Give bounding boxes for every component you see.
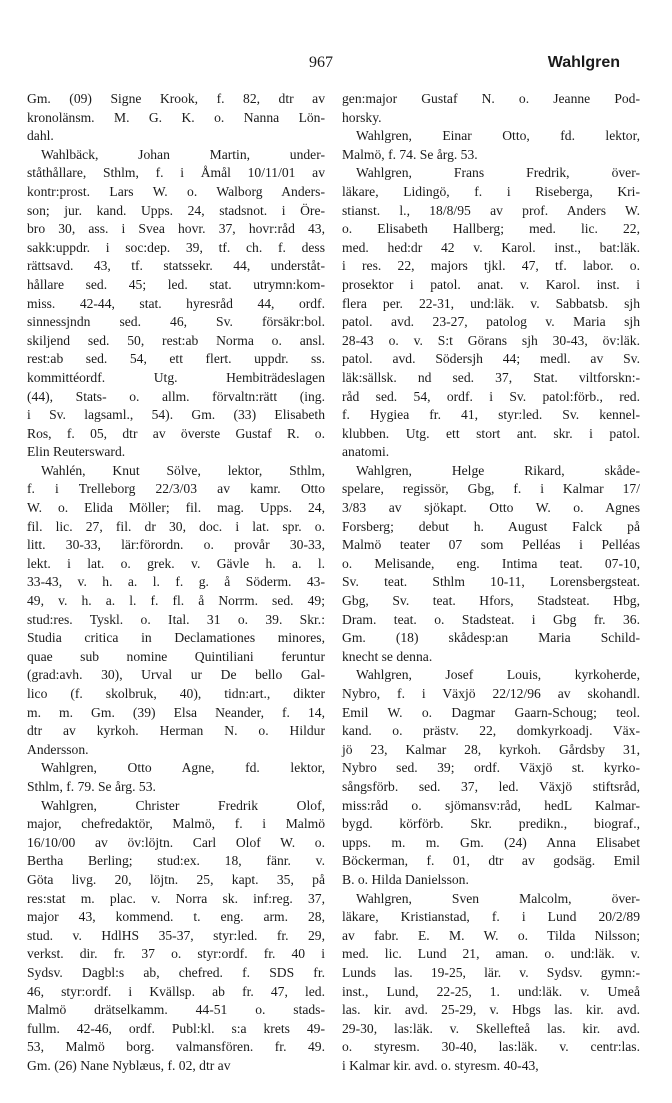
biography-entry	[342, 127, 640, 164]
text-line: Nybro, f. i Växjö 22/12/96 av skohandl.	[342, 686, 640, 701]
text-line: fullm. 42-46, ordf. Publ:kl. s:a krets 49-	[27, 1020, 325, 1036]
text-line: prosektor i patol. anat. v. Karol. inst. i	[342, 276, 640, 292]
text-line: quae sub nomine Quintiliani feruntur	[27, 648, 325, 664]
text-line: Nybro sed. 39; ordf. Växjö st. kyrko-	[342, 760, 640, 776]
text-line: (grad:avh. 30), Urval ur De bello Gal-	[27, 667, 325, 683]
text-line: lekt. i lat. o. grek. v. Gävle h. a. l.	[27, 555, 325, 571]
text-line: Gm. (18) skådesp:an Maria Schild-	[342, 630, 640, 646]
text-line: Gbg, Sv. teat. Hfors, Stadsteat. Hbg,	[342, 593, 640, 609]
text-line: litt. 30-33, lär:förordn. o. provår 30-33,	[27, 537, 325, 553]
text-line: B. o. Hilda Danielsson.	[342, 871, 469, 887]
text-line: 49, v. h. a. l. f. fl. å Norrm. sed. 49;	[27, 593, 325, 609]
text-line: Studia critica in Declamationes minores,	[27, 630, 325, 646]
text-line: läkare, Lidingö, f. i Riseberga, Kri-	[342, 183, 640, 199]
text-line: i Kalmar kir. avd. o. styresm. 40-43,	[342, 1057, 539, 1073]
text-line: gen:major Gustaf N. o. Jeanne Pod-	[342, 91, 640, 106]
biography-entry	[342, 890, 640, 1076]
biography-entry	[27, 797, 325, 1076]
text-line: las. kir. avd. 25-29, v. Hbgs las. kir. avd.	[342, 1002, 640, 1018]
text-line: major, chefredaktör, Malmö, f. i Malmö	[27, 816, 325, 832]
biography-entry	[27, 759, 325, 796]
text-line: hållare sed. 45; led. stat. utrymn:kom-	[27, 276, 325, 292]
text-line: res:stat m. plac. v. Norra sk. inf:reg. 37,	[27, 890, 325, 906]
entry-continuation	[27, 90, 325, 146]
left-column	[27, 90, 325, 1075]
page-header	[0, 54, 672, 80]
text-line: Wahlgren, Helge Rikard, skåde-	[356, 462, 640, 478]
biography-entry	[342, 666, 640, 889]
text-line: Bertha Berling; stud:ex. 18, fänr. v.	[27, 853, 325, 869]
text-line: f. Hygiea fr. 41, styr:led. Sv. kennel-	[342, 407, 640, 423]
text-line: stud. v. HdlHS 35-37, styr:led. fr. 29,	[27, 927, 325, 943]
text-line: lico (f. skolbruk, 40), tidn:art., dikter	[27, 686, 325, 701]
text-line: Gm. (09) Signe Krook, f. 82, dtr av	[27, 91, 325, 106]
text-line: 16/10/00 av öv:löjtn. Carl Olof W. o.	[27, 834, 325, 850]
running-head: Wahlgren	[547, 54, 620, 71]
text-line: Wahlgren, Einar Otto, fd. lektor,	[356, 128, 640, 144]
text-line: upps. m. m. Gm. (24) Anna Elisabet	[342, 834, 640, 850]
text-line: råd sed. 54, ordf. i Sv. patol:förb., red.	[342, 388, 640, 404]
text-line: bro 30, ass. i Svea hovr. 37, hovr:råd 43,	[27, 221, 325, 237]
text-line: 46, styr:ordf. i Kvällsp. ab fr. 47, led.	[27, 983, 325, 999]
text-line: (44), Stats- o. allm. förvaltn:rätt (ing.	[27, 388, 325, 404]
biography-entry	[342, 164, 640, 462]
text-line: son; jur. kand. Upps. 24, stadsnot. i Öre-	[27, 202, 325, 218]
text-line: Göta livg. 20, löjtn. 25, kapt. 35, på	[27, 871, 325, 887]
text-line: m. m. Gm. (39) Elsa Neander, f. 14,	[27, 704, 325, 720]
text-line: sångsförb. sed. 37, led. Växjö stiftsråd,	[342, 778, 640, 794]
text-line: horsky.	[342, 109, 382, 125]
text-line: stianst. l., 18/8/95 av prof. Anders W.	[342, 202, 640, 218]
text-line: dahl.	[27, 128, 54, 144]
text-line: ståthållare, Sthlm, f. i Åmål 10/11/01 av	[27, 165, 325, 181]
text-line: fil. lic. 27, fil. dr 30, doc. i lat. spr. o.	[27, 518, 325, 534]
text-line: o. styresm. 30-40, las:läk. v. centr:las.	[342, 1039, 640, 1055]
text-line: Wahlgren, Frans Fredrik, över-	[356, 165, 640, 181]
text-line: läkare, Kristianstad, f. i Lund 20/2/89	[342, 909, 640, 925]
text-line: 3/83 av sjökapt. Otto W. o. Agnes	[342, 500, 640, 516]
text-line: sinnessjndn sed. 46, Sv. försäkr:bol.	[27, 314, 325, 330]
text-line: kand. o. prästv. 22, domkyrkoadj. Väx-	[342, 723, 640, 739]
text-line: i Sv. lagsaml., 54). Gm. (33) Elisabeth	[27, 407, 325, 423]
text-line: sakk:uppdr. i soc:dep. 39, tf. ch. f. dess	[27, 239, 325, 255]
text-line: major 43, kommend. t. eng. arm. 28,	[27, 909, 325, 925]
text-line: W. o. Elida Möller; fil. mag. Upps. 24,	[27, 500, 325, 516]
text-line: inst., Lund, 22-25, 1. und:läk. v. Umeå	[342, 983, 640, 999]
text-line: kontr:prost. Lars W. o. Walborg Anders-	[27, 183, 325, 199]
text-line: patol. avd. Södersjh 44; medl. av Sv.	[342, 351, 640, 367]
text-line: Sv. teat. Sthlm 10-11, Lorensbergsteat.	[342, 574, 640, 590]
text-line: verkst. dir. fr. 37 o. styr:ordf. fr. 40 i	[27, 946, 325, 962]
text-line: flera per. 22-31, und:läk. v. Sabbatsb. sjh	[342, 295, 640, 311]
text-line: Dram. teat. o. Stadsteat. i Gbg fr. 36.	[342, 611, 640, 627]
text-line: o. Elisabeth Hallberg; med. lic. 22,	[342, 221, 640, 237]
text-line: Wahlgren, Sven Malcolm, över-	[356, 890, 640, 906]
text-line: läk:sällsk. nd sed. 37, Stat. viltforskn:-	[342, 369, 640, 385]
text-line: jö 23, Kalmar 28, kyrkoh. Gårdsby 31,	[342, 741, 640, 757]
text-line: kronolänsm. M. G. K. o. Nanna Lön-	[27, 109, 325, 125]
text-line: Malmö teater 07 som Pelléas i Pelléas	[342, 537, 640, 553]
text-line: 33-43, v. h. a. l. f. g. å Söderm. 43-	[27, 574, 325, 590]
text-line: Malmö, f. 74. Se årg. 53.	[342, 146, 478, 162]
text-line: Wahlgren, Christer Fredrik Olof,	[41, 797, 325, 813]
text-line: rättsavd. 43, tf. statssekr. 44, underståt-	[27, 258, 325, 274]
text-line: Wahlgren, Otto Agne, fd. lektor,	[41, 760, 325, 776]
text-line: klubben. Utg. ett stort ant. skr. i patol.	[342, 425, 640, 441]
text-line: Ros, f. 05, dtr av överste Gustaf R. o.	[27, 425, 325, 441]
text-line: rest:ab sed. 54, ett flert. uppdr. ss.	[27, 351, 325, 367]
biography-entry	[27, 462, 325, 760]
text-line: Sthlm, f. 79. Se årg. 53.	[27, 778, 156, 794]
biography-entry	[342, 462, 640, 667]
entry-continuation	[342, 90, 640, 127]
text-line: Forsberg; debut h. August Falck på	[342, 518, 640, 534]
right-column	[342, 90, 640, 1075]
text-line: bygd. körförb. Skr. predikn., biograf.,	[342, 816, 640, 832]
text-line: 28-43 o. v. S:t Görans sjh 30-43, öv:läk.	[342, 332, 640, 348]
text-line: Böckerman, f. 01, dtr av godsäg. Emil	[342, 853, 640, 869]
text-line: knecht se denna.	[342, 648, 433, 664]
text-line: Wahlén, Knut Sölve, lektor, Sthlm,	[41, 462, 325, 478]
text-line: 29-30, las:läk. v. Skellefteå las. kir. avd.	[342, 1020, 640, 1036]
text-line: Lunds las. 19-25, lär. v. Sydsv. gymn:-	[342, 964, 640, 980]
text-line: Wahlbäck, Johan Martin, under-	[41, 146, 325, 162]
text-line: dtr av kyrkoh. Herman N. o. Hildur	[27, 723, 325, 739]
text-line: 53, Malmö borg. valmansfören. fr. 49.	[27, 1039, 325, 1055]
text-line: Wahlgren, Josef Louis, kyrkoherde,	[356, 667, 640, 683]
text-line: stud:res. Tyskl. o. Ital. 31 o. 39. Skr.:	[27, 611, 325, 627]
text-line: Emil W. o. Dagmar Gaarn-Schoug; teol.	[342, 704, 640, 720]
text-line: spelare, regissör, Gbg, f. i Kalmar 17/	[342, 481, 640, 497]
text-line: Elin Reutersward.	[27, 444, 126, 460]
text-line: i res. 22, majors tjkl. 47, tf. labor. o.	[342, 258, 640, 274]
text-line: Malmö drätselkamm. 44-51 o. stads-	[27, 1002, 325, 1018]
text-line: miss. 42-44, stat. hyresråd 44, ordf.	[27, 295, 325, 311]
text-line: patol. avd. 23-27, patolog v. Maria sjh	[342, 314, 640, 330]
text-line: av fabr. E. M. W. o. Tilda Nilsson;	[342, 927, 640, 943]
text-line: f. i Trelleborg 22/3/03 av kamr. Otto	[27, 481, 325, 497]
text-line: Gm. (26) Nane Nyblæus, f. 02, dtr av	[27, 1057, 231, 1073]
biography-entry	[27, 146, 325, 462]
text-line: o. Melisande, eng. Intima teat. 07-10,	[342, 555, 640, 571]
text-line: skiljend sed. 50, rest:ab Norma o. ansl.	[27, 332, 325, 348]
text-line: miss:råd o. sjömansv:råd, hedL Kalmar-	[342, 797, 640, 813]
text-line: anatomi.	[342, 444, 390, 460]
text-line: Sydsv. Dagbl:s ab, chefred. f. SDS fr.	[27, 964, 325, 980]
text-line: kommittéordf. Utg. Hembiträdeslagen	[27, 369, 325, 385]
text-line: med. lic. Lund 21, aman. o. und:läk. v.	[342, 946, 640, 962]
page-number: 967	[309, 54, 333, 71]
text-line: med. hed:dr 42 v. Karol. inst., bat:läk.	[342, 239, 640, 255]
text-line: Andersson.	[27, 741, 89, 757]
